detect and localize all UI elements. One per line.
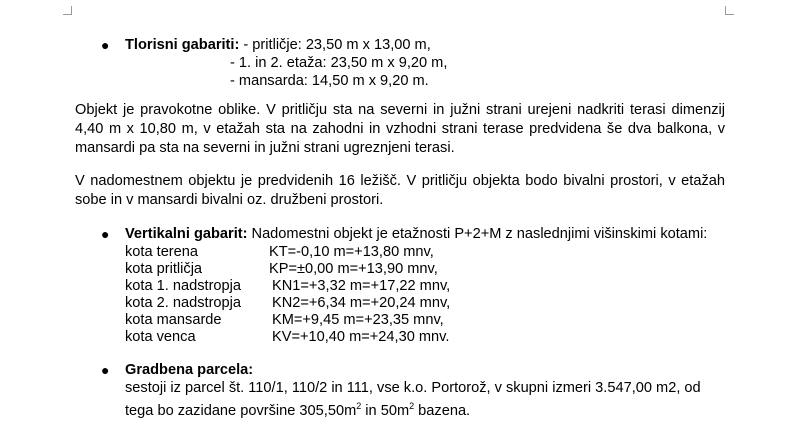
level-value: KN1=+3,32 m=+17,22 mnv, [272,278,451,294]
gradbena-area-text: tega bo zazidane površine 305,50m [125,402,357,419]
bullet-icon: ● [101,226,110,242]
page-corner-mark-right [725,6,734,15]
gradbena-heading [125,361,253,379]
superscript: 2 [356,401,362,411]
tlorisni-line-3: - mansarda: 14,50 m x 9,20 m. [230,73,429,89]
level-value: KT=-0,10 m=+13,80 mnv, [269,244,434,260]
tlorisni-line-2: - 1. in 2. etaža: 23,50 m x 9,20 m, [230,55,448,71]
paragraph-beds: V nadomestnem objektu je predvidenih 16 ležišč. V pritličju objekta bodo bivalni prostori, v etažah sobe in v mansardi bivalni oz. družbeni prostori. [75,173,725,208]
level-label: kota mansarde [125,312,222,328]
tlorisni-ground-floor: - pritličje: 23,50 m x 13,00 m, [239,37,431,53]
bullet-icon: ● [101,37,110,53]
bullet-icon: ● [101,362,110,378]
level-value: KV=+10,40 m=+24,30 mnv. [272,329,450,345]
superscript: 2 [409,401,415,411]
level-label: kota terena [125,244,199,260]
vertikalni-heading-line [125,225,707,243]
paragraph-object-shape: Objekt je pravokotne oblike. V pritličju sta na severni in južni strani urejeni nadkriti terasi dimenzij 4,40 m x 10,80 m, v etažah sta na zahodni in vzhodni strani terase predvidena še dva balkona, v mansardi pa sta na severni in južni strani ugreznjeni terasi. [75,102,725,156]
page-corner-mark-left [63,6,72,15]
gradbena-line-1: sestoji iz parcel št. 110/1, 110/2 in 111, vse k.o. Portorož, v skupni izmeri 3.547,00 m2, od [125,380,701,396]
level-label: kota venca [125,329,196,345]
level-value: KM=+9,45 m=+23,35 mnv, [272,312,444,328]
vertikalni-heading: Vertikalni gabarit: [125,226,248,242]
level-value: KP=±0,00 m=+13,90 mnv, [269,261,438,277]
vertikalni-intro: Nadomestni objekt je etažnosti P+2+M z naslednjimi višinskimi kotami: [247,226,708,242]
level-value: KN2=+6,34 m=+20,24 mnv, [272,295,451,311]
level-label: kota pritličja [125,261,203,277]
level-label: kota 1. nadstropja [125,278,242,294]
gradbena-heading-text: Gradbena parcela: [125,362,254,378]
gradbena-pool-text: in 50m [361,402,410,419]
tlorisni-line-1 [125,36,431,54]
gradbena-end-text: bazena. [414,402,471,419]
gradbena-line-2 [125,397,470,420]
level-label: kota 2. nadstropja [125,295,242,311]
tlorisni-heading: Tlorisni gabariti: [125,37,240,53]
